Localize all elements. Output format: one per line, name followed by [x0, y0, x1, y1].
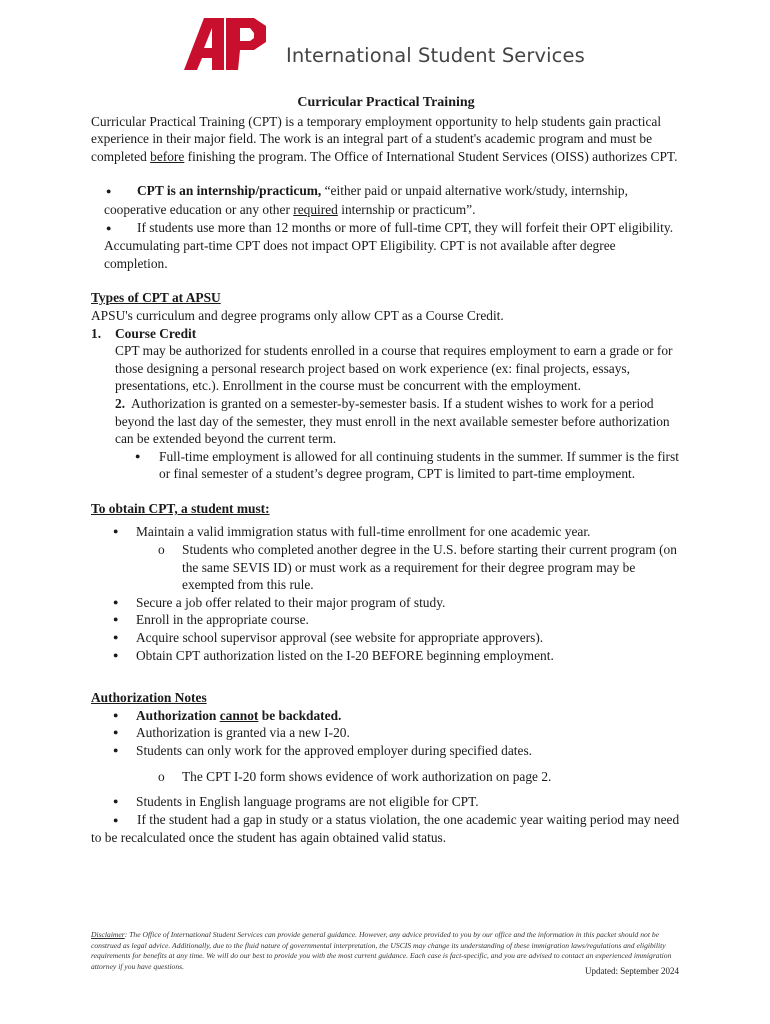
list-item-text: Full-time employment is allowed for all continuing students in the summer. If summer is the first or final semester of a student’s degree program, CPT is limited to part-time employment. — [159, 448, 679, 482]
list-item — [91, 647, 681, 665]
document-body — [91, 94, 681, 847]
bullet-icon: ● — [106, 222, 112, 233]
list-item-text: Secure a job offer related to their major program of study. — [136, 594, 446, 610]
bullet-icon: ● — [113, 649, 119, 660]
intro-text: Curricular Practical Training (CPT) is a temporary employment opportunity to help students gain practical experience in their major field. The work is an integral part of a student's academic program and must be completed — [91, 113, 662, 164]
list-item-text: If the student had a gap in study or a status violation, the one academic year waiting period may need to be recalculated once the student has again obtained valid status. — [91, 811, 680, 846]
item-number: 2. — [115, 395, 126, 411]
list-item-text: Acquire school supervisor approval (see website for appropriate approvers). — [136, 630, 544, 646]
item-two — [115, 395, 681, 448]
list-item-text: Obtain CPT authorization listed on the I-20 BEFORE beginning employment. — [136, 647, 554, 663]
bullet-underlined: required — [293, 201, 338, 217]
list-item-text: Students in English language programs are not eligible for CPT. — [136, 794, 479, 810]
bullet-icon: ● — [113, 709, 119, 720]
list-item — [91, 611, 681, 629]
item-text: CPT may be authorized for students enrolled in a course that requires employment to earn a grade or for those designing a personal research project based on work experience (ex: final projects, essays, presentations, etc.). Enrollment in the course must be concurrent with the employment. — [115, 343, 673, 394]
intro-paragraph — [91, 113, 681, 166]
bullet-cpt-definition — [104, 182, 681, 218]
bullet-icon: ● — [106, 186, 112, 197]
list-item-text: Authorization is granted via a new I-20. — [136, 725, 350, 741]
bullet-text: “either paid or unpaid alternative work/study, internship, cooperative education or any other — [104, 183, 628, 217]
list-item — [91, 724, 681, 742]
list-item — [91, 541, 681, 594]
list-item — [91, 523, 681, 541]
circle-bullet-icon: o — [158, 542, 165, 558]
bullet-opt-eligibility — [104, 219, 681, 273]
bullet-bold: CPT is an internship/practicum, — [137, 183, 322, 199]
types-intro: APSU's curriculum and degree programs only allow CPT as a Course Credit. — [91, 307, 504, 323]
list-item-underlined: cannot — [219, 707, 259, 723]
bullet-text: If students use more than 12 months or more of full-time CPT, they will forfeit their OPT eligibility. Accumulating part-time CPT does not impact OPT Eligibility. CPT is not available after degree completion. — [104, 219, 674, 271]
list-item — [91, 448, 681, 483]
bullet-icon: ● — [113, 796, 119, 807]
section-heading-notes: Authorization Notes — [91, 690, 207, 706]
bullet-icon: ● — [113, 596, 119, 607]
list-item-text: Maintain a valid immigration status with full-time enrollment for one academic year. — [136, 524, 591, 540]
disclaimer-label: Disclaimer — [91, 930, 125, 939]
intro-text-end: finishing the program. The Office of International Student Services (OISS) authorizes CPT. — [184, 148, 678, 164]
bullet-icon: ● — [113, 745, 119, 755]
item-number: 1. — [91, 325, 102, 341]
list-item-text: Students can only work for the approved employer during specified dates. — [136, 743, 533, 758]
section-heading-obtain: To obtain CPT, a student must: — [91, 500, 270, 516]
bullet-icon: ● — [113, 632, 119, 643]
list-item-text: The CPT I-20 form shows evidence of work authorization on page 2. — [182, 768, 552, 784]
page-title: Curricular Practical Training — [297, 95, 475, 110]
list-item — [91, 793, 681, 811]
org-name: International Student Services — [286, 44, 585, 67]
list-item — [91, 594, 681, 612]
bullet-icon: ● — [113, 614, 119, 625]
list-item — [91, 811, 681, 847]
section-heading-types: Types of CPT at APSU — [91, 290, 221, 306]
list-item — [91, 707, 681, 725]
bullet-icon: ● — [113, 727, 119, 738]
disclaimer-text: : The Office of International Student Services can provide general guidance. However, any advice provided to you by our office and the information in this packet should not be construed as legal advice. Additionally, due to the fluid nature of governmental interpretation, the USCIS may change its understanding of these immigration laws/regulations and eligibility requirements for benefits at any time. We will do our best to provide you with the most current guidance. Each case is fact-specific, and you are advised to contact an experienced immigration attorney if you have questions. — [91, 930, 672, 971]
bullet-icon: ● — [113, 526, 119, 537]
apsu-logo — [182, 14, 268, 72]
list-item — [91, 629, 681, 647]
intro-underlined: before — [150, 148, 185, 164]
list-item — [91, 742, 681, 760]
bullet-icon: ● — [135, 450, 141, 461]
list-item-text: Authorization — [136, 707, 220, 723]
list-item-text: Students who completed another degree in the U.S. before starting their current program (on the same SEVIS ID) or must work as a requirement for their degree program may be exempted from this rule. — [182, 542, 677, 593]
updated-date: Updated: September 2024 — [585, 966, 679, 976]
item-title: Course Credit — [115, 325, 197, 341]
numbered-item-course-credit — [91, 325, 681, 448]
list-item — [91, 768, 681, 786]
item-text: Authorization is granted on a semester-by-semester basis. If a student wishes to work for a period beyond the last day of the semester, they must enroll in the next available semester before authorization can be extended beyond the current term. — [115, 395, 670, 447]
circle-bullet-icon: o — [158, 768, 165, 784]
list-item-text-end: be backdated. — [258, 707, 342, 723]
bullet-text-end: internship or practicum”. — [337, 201, 476, 217]
list-item-text: Enroll in the appropriate course. — [136, 612, 309, 628]
letterhead — [182, 14, 602, 74]
bullet-icon: ● — [113, 814, 119, 825]
